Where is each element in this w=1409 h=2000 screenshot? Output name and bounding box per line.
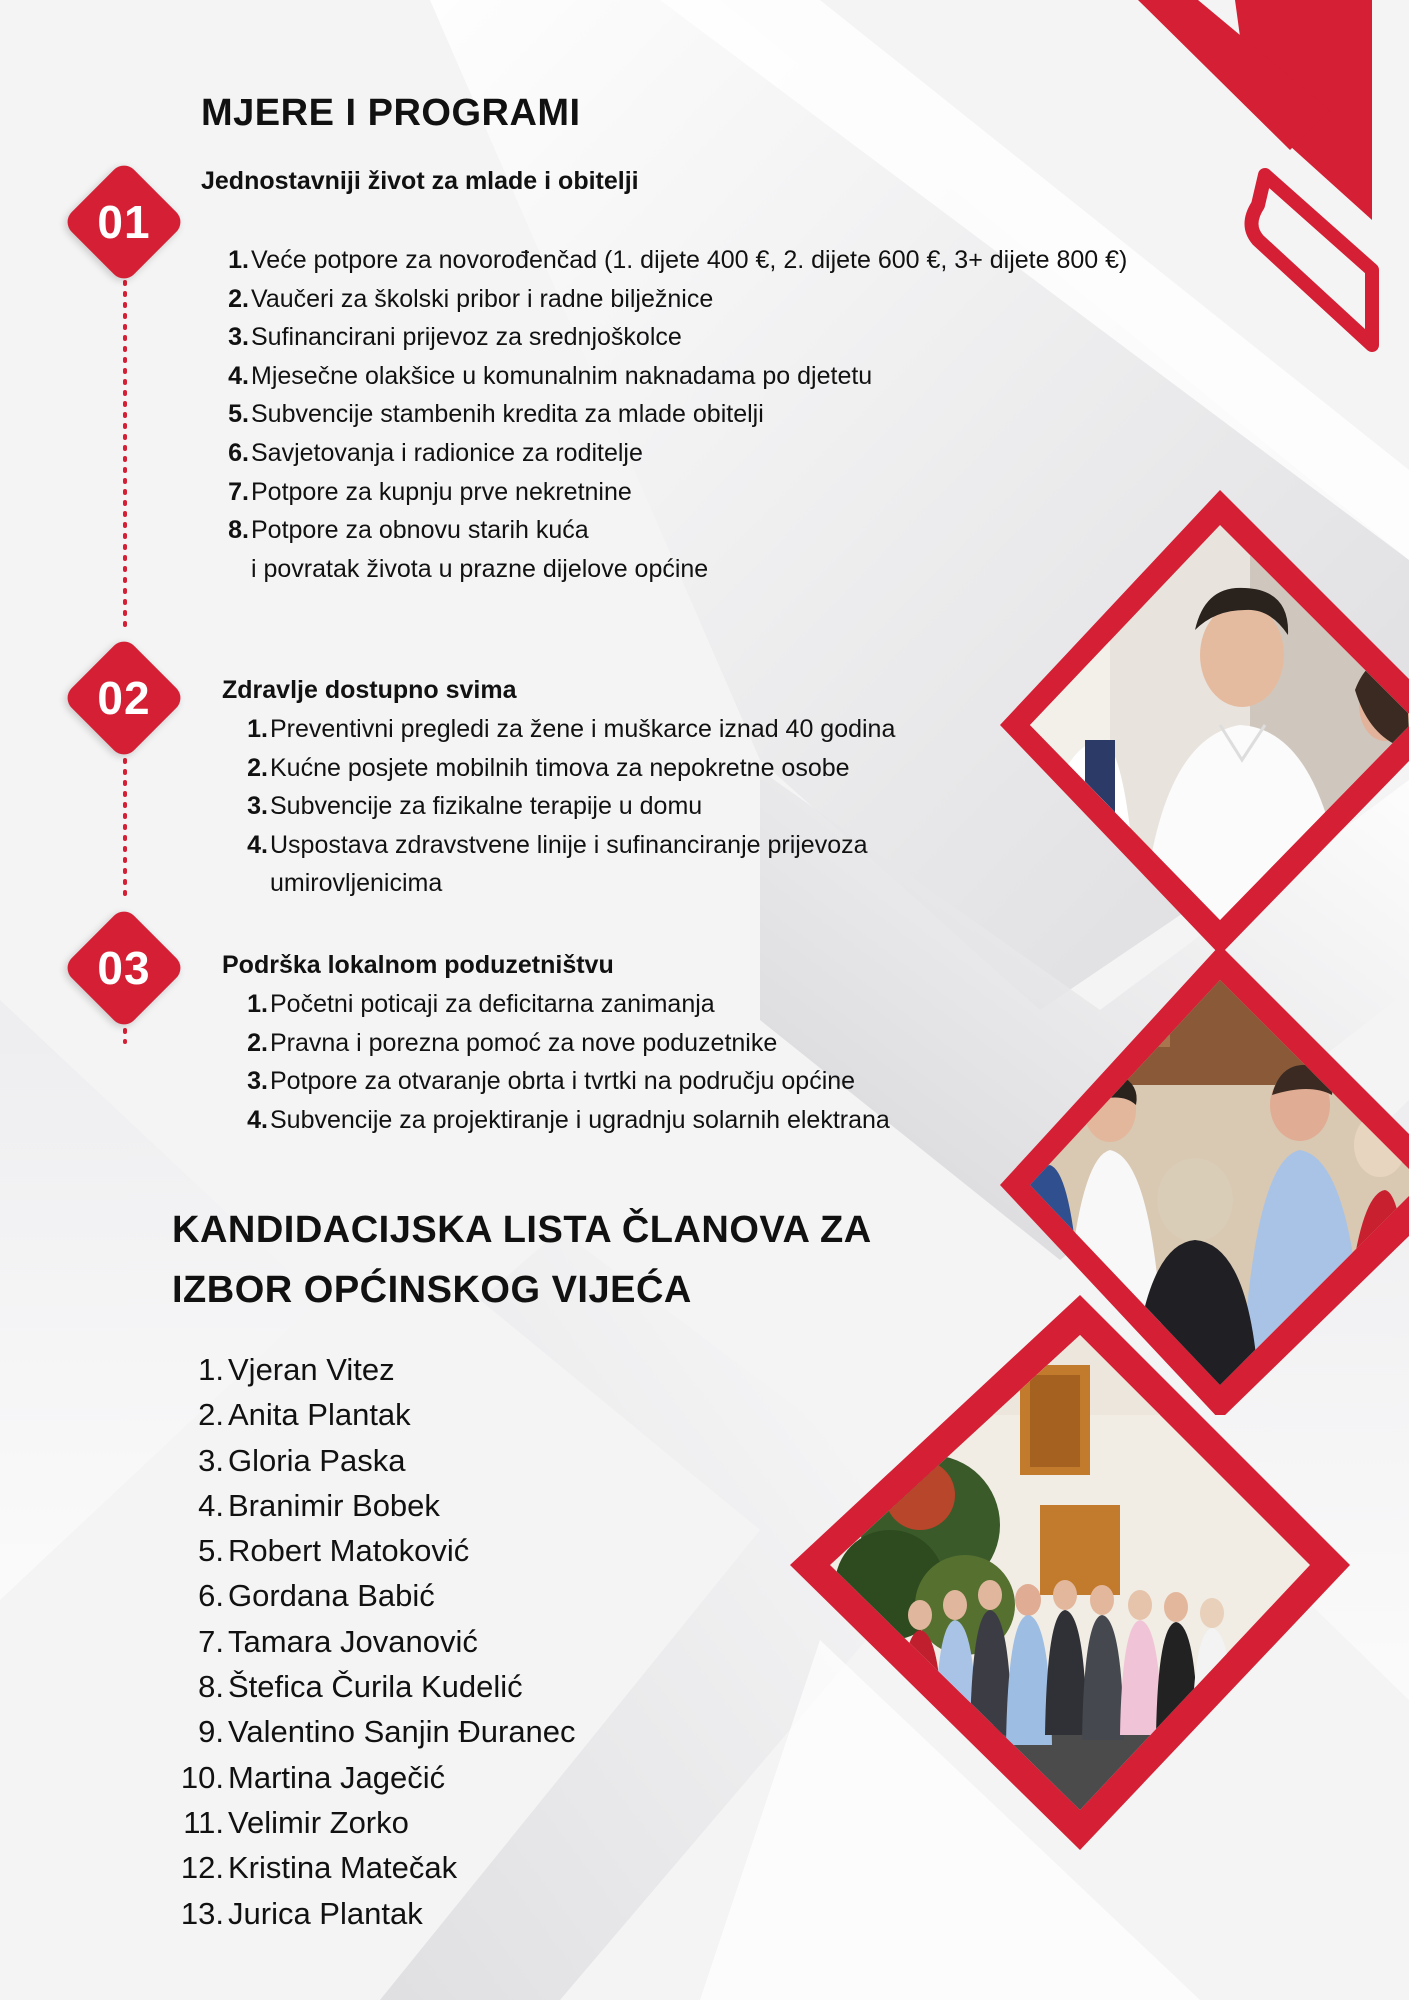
list-item-text: Vaučeri za školski pribor i radne bilježnice [251,284,714,313]
list-item-text: Subvencije za fizikalne terapije u domu [270,792,703,821]
page-title: MJERE I PROGRAMI [201,92,581,134]
candidate-name: Gordana Babić [228,1578,435,1614]
candidate-item: 6. Gordana Babić [198,1578,435,1614]
list-item-text: Sufinancirani prijevoz za srednjoškolce [251,323,682,352]
candidate-item: 2. Anita Plantak [198,1397,411,1433]
list-item-text: Savjetovanja i radionice za roditelje [251,438,643,467]
candidate-name: Velimir Zorko [228,1804,409,1840]
candidate-item: 3. Gloria Paska [198,1442,406,1478]
list-item-text: Početni poticaji za deficitarna zanimanja [270,990,715,1018]
candidate-name: Gloria Paska [228,1442,406,1478]
list-item: 1. Preventivni pregledi za žene i muškarce iznad 40 godina [242,710,962,749]
section-2-list [242,710,962,903]
list-item: 2. Vaučeri za školski pribor i radne bilježnice [223,280,1123,319]
candidate-item: 12. Kristina Matečak [180,1850,458,1886]
list-item: 4. Mjesečne olakšice u komunalnim naknadama po djetetu [223,357,1123,396]
candidate-name: Branimir Bobek [228,1487,440,1523]
candidate-item: 13. Jurica Plantak [180,1895,423,1931]
section-number-badge [58,156,190,288]
list-item-text: Preventivni pregledi za žene i muškarce iznad 40 godina [270,715,896,743]
list-item: 8. Potpore za obnovu starih kuća i povratak života u prazne dijelove općine [223,511,1123,588]
list-item-text: Uspostava zdravstvene linije i sufinanciranje prijevoza umirovljenicima [270,830,868,898]
candidate-item: 5. Robert Matoković [198,1533,470,1569]
section-number-badge [58,902,190,1034]
list-item: 2. Kućne posjete mobilnih timova za nepokretne osobe [242,749,962,788]
list-item-text: Subvencije za projektiranje i ugradnju solarnih elektrana [270,1105,890,1134]
section-number: 03 [97,942,151,994]
section-title: Zdravlje dostupno svima [222,676,517,704]
photo-team-group [790,1295,1350,1850]
candidate-name: Anita Plantak [228,1397,411,1433]
section-number: 01 [97,196,151,248]
candidate-item: 11. Velimir Zorko [183,1804,409,1840]
section-title: Podrška lokalnom poduzetništvu [222,951,614,979]
candidate-name: Štefica Čurila Kudelić [228,1669,523,1705]
candidate-item: 9. Valentino Sanjin Đuranec [198,1714,576,1750]
candidate-item: 1. Vjeran Vitez [198,1352,395,1387]
list-item: 4. Subvencije za projektiranje i ugradnju solarnih elektrana [242,1101,1002,1140]
list-item: 3. Sufinancirani prijevoz za srednjoškolce [223,318,1123,357]
list-item: 4. Uspostava zdravstvene linije i sufinanciranje prijevoza umirovljenicima [242,826,962,903]
candidate-name: Jurica Plantak [228,1895,423,1931]
list-item-text: Potpore za otvaranje obrta i tvrtki na području općine [270,1067,856,1096]
list-item: 3. Potpore za otvaranje obrta i tvrtki na području općine [242,1062,1002,1101]
candidate-name: Kristina Matečak [228,1850,458,1886]
candidates-title: KANDIDACIJSKA LISTA ČLANOVA ZA IZBOR OPĆINSKOG VIJEĆA [172,1209,871,1311]
list-item: 6. Savjetovanja i radionice za roditelje [223,434,1123,473]
list-item-text: Potpore za kupnju prve nekretnine [251,477,632,506]
candidate-name: Vjeran Vitez [228,1352,395,1387]
candidate-item: 8. Štefica Čurila Kudelić [198,1669,523,1705]
list-item: 5. Subvencije stambenih kredita za mlade obitelji [223,395,1123,434]
candidate-item: 7. Tamara Jovanović [198,1623,478,1659]
list-item-text: Potpore za obnovu starih kuća i povratak života u prazne dijelove općine [251,516,709,583]
list-item-text: Pravna i porezna pomoć za nove poduzetnike [270,1028,778,1057]
section-number-badge [58,632,190,764]
list-item: 7. Potpore za kupnju prve nekretnine [223,473,1123,512]
candidate-name: Martina Jagečić [228,1759,446,1795]
section-title: Jednostavniji život za mlade i obitelji [201,167,639,195]
candidate-name: Robert Matoković [228,1533,470,1569]
list-item: 1. Početni poticaji za deficitarna zanimanja [242,985,1002,1024]
section-1-list [223,241,1128,588]
list-item-text: Subvencije stambenih kredita za mlade obitelji [251,400,764,429]
candidate-name: Valentino Sanjin Đuranec [228,1714,576,1750]
section-3-list [242,985,1002,1139]
list-item-text: Veće potpore za novorođenčad (1. dijete 400 €, 2. dijete 600 €, 3+ dijete 800 €) [251,246,1128,274]
list-item-text: Kućne posjete mobilnih timova za nepokretne osobe [270,753,850,782]
list-item: 2. Pravna i porezna pomoć za nove poduzetnike [242,1024,1002,1063]
candidate-list [172,1347,576,1936]
list-item: 3. Subvencije za fizikalne terapije u domu [242,787,962,826]
candidate-name: Tamara Jovanović [228,1623,478,1659]
section-number: 02 [97,672,151,724]
candidate-item: 10. Martina Jagečić [180,1759,446,1795]
list-item: 1. Veće potpore za novorođenčad (1. dijete 400 €, 2. dijete 600 €, 3+ dijete 800 €) [223,241,1123,280]
candidate-item: 4. Branimir Bobek [198,1487,440,1523]
list-item-text: Mjesečne olakšice u komunalnim naknadama po djetetu [251,361,873,390]
